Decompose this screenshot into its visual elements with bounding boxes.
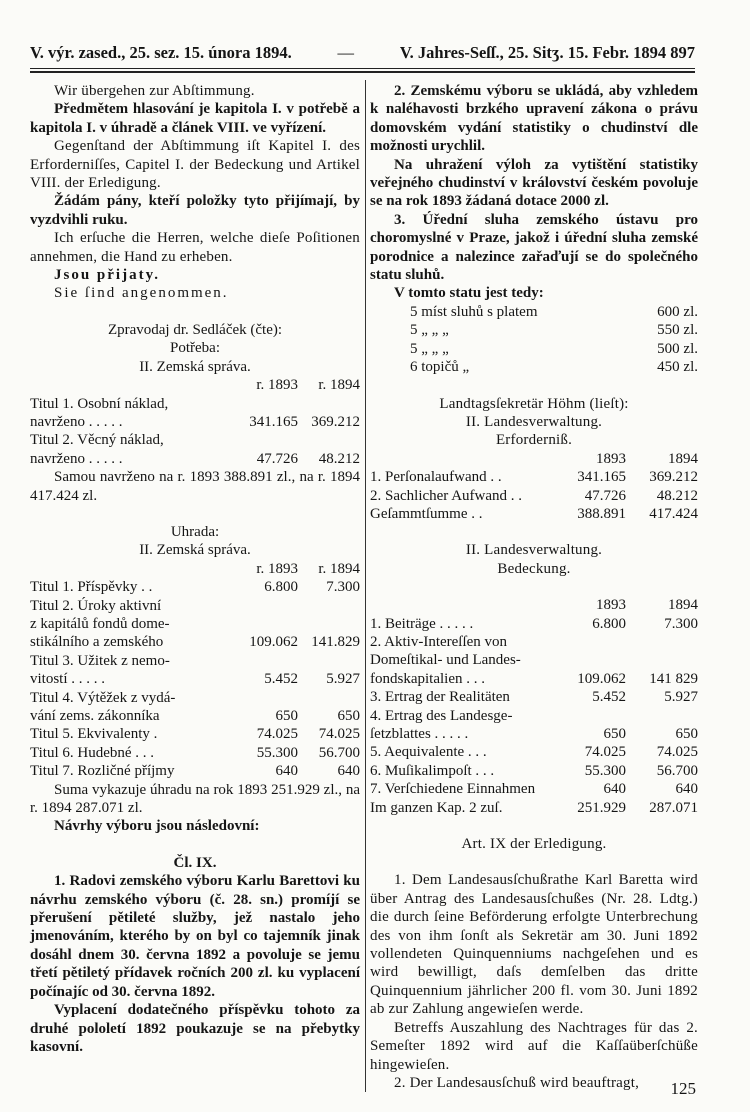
table-row: Titul 2. Úroky aktivní <box>30 597 162 614</box>
section-heading: Erforderniß. <box>495 432 573 449</box>
paragraph: Wir übergehen zur Abſtimmung. <box>54 83 255 99</box>
paragraph: Žádám pány, kteří položky tyto přijímají, by vyzdvihli ruku. <box>30 193 360 228</box>
paragraph: 2. Zemskému výboru se ukládá, aby vzhledem k naléhavosti brzkého upravení zákona o právu domovském vydání statistiky o chudinství dle možnosti urychlil. <box>370 83 698 155</box>
paragraph: 1. Radovi zemského výboru Karlu Barettovi ku návrhu zemského výboru (č. 28. sn.) promíjí se přerušení pětileté služby, jež nastalo jeho jmenováním, kterého by on byl co tajemník jinak dosáhl dnem 30. června 1892 a povoluje se jemu třetí pětiletý přídavek ročních 200 zl. ku vyplacení počínajíc od 30. června 1892. <box>30 873 360 1000</box>
table-row: Im ganzen Kap. 2 zuſ. 251.929 287.071 <box>370 799 698 816</box>
section-heading: Bedeckung. <box>497 560 571 577</box>
coverage-table <box>370 615 698 817</box>
section-heading: II. Zemská správa. <box>139 542 251 559</box>
secretary-line: Landtagsſekretär Höhm (lieſt): <box>439 395 629 412</box>
table-row: 6. Muſikalimpoſt . . . 55.300 56.700 <box>370 762 698 779</box>
table-row: Titul 7. Rozličné příjmy 640 640 <box>30 763 360 780</box>
rapporteur-line: Zpravodaj dr. Sedláček (čte): <box>107 321 283 338</box>
paragraph: Předmětem hlasování je kapitola I. v potřebě a kapitola I. v úhradě a článek VIII. ve vyřízení. <box>30 101 360 136</box>
article-heading: Čl. IX. <box>173 854 217 871</box>
table-row: Titul 3. Užitek z nemo- <box>30 652 170 669</box>
table-row: 2. Sachlicher Aufwand . . 47.726 48.212 <box>370 487 698 504</box>
list-item: 5 „ „ „ 550 zl. <box>410 322 698 339</box>
year-header-row: 1893 1894 <box>596 597 698 614</box>
paragraph: 2. Der Landesausſchuß wird beauftragt, <box>394 1074 640 1091</box>
paragraph: Jsou přijaty. <box>54 267 161 284</box>
list-item: 6 topičů „ 450 zl. <box>410 359 698 376</box>
table-row: vání zems. zákonníka 650 650 <box>30 708 360 724</box>
header-rule-thick <box>30 71 695 73</box>
section-heading: II. Landesverwaltung. <box>465 413 603 430</box>
table-row: Titul 6. Hudebné . . . 55.300 56.700 <box>30 744 360 761</box>
left-column <box>30 82 360 1056</box>
page-number: 125 <box>670 1079 696 1098</box>
running-header <box>30 44 695 62</box>
table-row: navrženo . . . . . 341.165 369.212 <box>30 413 360 430</box>
paragraph: Sie ſind angenommen. <box>54 285 229 302</box>
paragraph: 1. Dem Landesausſchußrathe Karl Baretta wird über Antrag des Landesausſchußes (Nr. 28. Ldtg.) die durch ſeine Beförderung erfolgte Unterbrechung des von ihm ſonſt als Sekretär am 30. Juni 1892 vollendeten Quinquenniums nachgeſehen und es wird bewilligt, daſs demſelben das dritte Quinquennium jährlicher 200 fl. vom 30. Juni 1892 ab zur Zahlung angewieſen werde. <box>370 872 698 1018</box>
column-divider <box>365 80 366 1092</box>
salary-list <box>370 303 698 377</box>
table-row: Domeſtikal- und Landes- <box>370 652 521 669</box>
table-row: 1. Beiträge . . . . . 6.800 7.300 <box>370 615 698 632</box>
table-row: 7. Verſchiedene Einnahmen 640 640 <box>370 781 698 798</box>
table-row: stikálního a zemského 109.062 141.829 <box>30 634 360 651</box>
expenditure-table <box>370 468 698 523</box>
header-german: V. Jahres-Seſſ., 25. Sitʒ. 15. Febr. 1894 897 <box>399 43 695 62</box>
table-row: 3. Ertrag der Realitäten 5.452 5.927 <box>370 689 698 706</box>
table-row: 4. Ertrag des Landesge- <box>370 707 513 724</box>
sum-paragraph: Samou navrženo na r. 1893 388.891 zl., na r. 1894 417.424 zl. <box>30 469 360 504</box>
table-row: 5. Aequivalente . . . 74.025 74.025 <box>370 744 698 761</box>
section-heading: Potřeba: <box>170 340 220 357</box>
table-row: z kapitálů fondů dome- <box>30 615 170 632</box>
table-row: vitostí . . . . . 5.452 5.927 <box>30 671 360 688</box>
table-row: 1. Perſonalaufwand . . 341.165 369.212 <box>370 469 698 486</box>
section-heading: II. Landesverwaltung. <box>465 542 603 559</box>
right-column <box>370 82 698 1092</box>
paragraph: Vyplacení dodatečného příspěvku tohoto za druhé pololetí 1892 poukazuje se na přebytky kasovní. <box>30 1002 360 1055</box>
section-heading: II. Zemská správa. <box>139 358 251 375</box>
paragraph: V tomto statu jest tedy: <box>394 285 544 302</box>
year-header-row: 1893 1894 <box>596 450 698 467</box>
sum-paragraph: Suma vykazuje úhradu na rok 1893 251.929 zl., na r. 1894 287.071 zl. <box>30 781 360 817</box>
table-row: Geſammtſumme . . 388.891 417.424 <box>370 505 698 522</box>
revenue-table <box>30 578 360 780</box>
year-header-row: r. 1893 r. 1894 <box>256 560 360 577</box>
table-row: Titul 4. Výtěžek z vydá- <box>30 689 176 706</box>
paragraph: Návrhy výboru jsou následovní: <box>54 818 260 835</box>
table-row: ſetzblattes . . . . . 650 650 <box>370 726 698 742</box>
table-row: Titul 2. Věcný náklad, <box>30 432 164 449</box>
list-item: 5 míst sluhů s platem 600 zl. <box>410 303 698 320</box>
table-row: fondskapitalien . . . 109.062 141 829 <box>370 670 698 687</box>
paragraph: Betreffs Auszahlung des Nachtrages für das 2. Semeſter 1892 wird auf die Kaſſaüberſchüße hingewieſen. <box>370 1019 698 1073</box>
paragraph: 3. Úřední sluha zemského ústavu pro choromyslné v Praze, jakož i úřední sluha zemské porodnice a nalezince zařaďují se do společného statu sluhů. <box>370 211 698 284</box>
paragraph: Gegenſtand der Abſtimmung iſt Kapitel I. des Erforderniſſes, Capitel I. der Bedeckung und Artikel VIII. der Erledigung. <box>30 138 360 192</box>
header-czech: V. výr. zased., 25. sez. 15. února 1894. <box>30 43 292 62</box>
section-heading: Uhrada: <box>170 523 220 540</box>
header-dash: — <box>337 43 355 62</box>
table-row: 2. Aktiv-Intereſſen von <box>370 633 508 650</box>
paragraph: Na uhražení výloh za vytištění statistiky veřejného chudinství v království českém povoluje se na rok 1893 žádaná dotace 2000 zl. <box>370 156 698 210</box>
table-row: Titul 5. Ekvivalenty . 74.025 74.025 <box>30 726 360 743</box>
year-header-row: r. 1893 r. 1894 <box>256 377 360 394</box>
header-rule <box>30 68 695 69</box>
article-heading: Art. IX der Erledigung. <box>461 836 607 853</box>
table-row: Titul 1. Osobní náklad, <box>30 395 169 412</box>
table-row: Titul 1. Příspěvky . . 6.800 7.300 <box>30 579 360 596</box>
table-row: navrženo . . . . . 47.726 48.212 <box>30 450 360 467</box>
paragraph: Ich erſuche die Herren, welche dieſe Poſitionen annehmen, die Hand zu erheben. <box>30 230 360 265</box>
list-item: 5 „ „ „ 500 zl. <box>410 340 698 357</box>
